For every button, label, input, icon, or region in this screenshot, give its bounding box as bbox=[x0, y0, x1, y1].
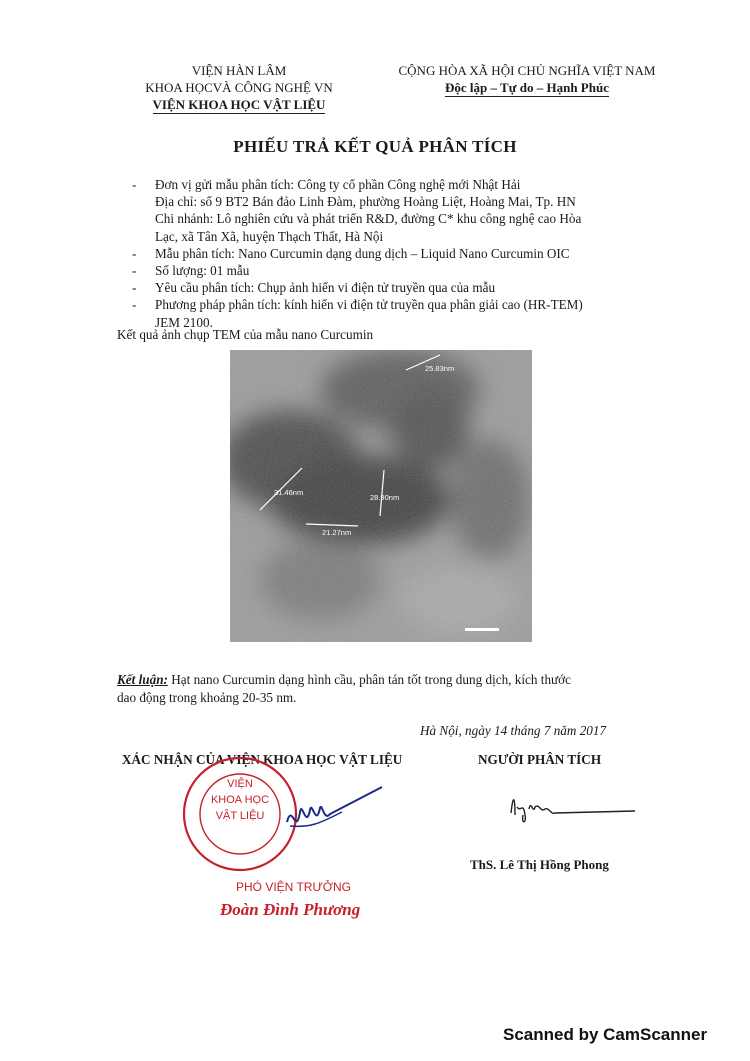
header-right-line1: CỘNG HÒA XÃ HỘI CHỦ NGHĨA VIỆT NAM bbox=[398, 63, 656, 78]
institute-header bbox=[120, 62, 358, 114]
conclusion-label: Kết luận: bbox=[117, 672, 168, 687]
info-request: - Yêu cầu phân tích: Chụp ảnh hiển vi điện tử truyền qua của mẫu bbox=[132, 280, 496, 296]
conclusion-text-2: dao động trong khoảng 20-35 nm. bbox=[117, 690, 297, 705]
tem-image bbox=[230, 350, 532, 642]
header-right-motto: Độc lập – Tự do – Hạnh Phúc bbox=[445, 80, 609, 95]
sample-info-list bbox=[132, 176, 652, 331]
analyst-signature bbox=[505, 785, 645, 830]
deputy-signature bbox=[282, 782, 402, 852]
info-address: Địa chỉ: số 9 BT2 Bán đảo Linh Đàm, phường Hoàng Liệt, Hoàng Mai, Tp. HN bbox=[155, 194, 576, 210]
tem-measure-label-3: 28.90nm bbox=[370, 493, 400, 502]
info-branch-1: Chi nhánh: Lô nghiên cứu và phát triển R&D, đường C* khu công nghệ cao Hòa bbox=[155, 211, 582, 227]
header-left-line3: VIỆN KHOA HỌC VẬT LIỆU bbox=[152, 97, 326, 112]
deputy-name: Đoàn Đình Phương bbox=[220, 900, 361, 919]
national-header bbox=[392, 62, 662, 97]
info-method-2: JEM 2100. bbox=[155, 314, 213, 330]
stamp-line1: VIỆN bbox=[227, 778, 253, 790]
conclusion-text-1: Hạt nano Curcumin dạng hình cầu, phân tán tốt trong dung dịch, kích thước bbox=[167, 672, 572, 687]
tem-measure-label-1: 25.83nm bbox=[425, 364, 455, 373]
stamp-line2: KHOA HỌC bbox=[210, 794, 270, 806]
issue-date: Hà Nội, ngày 14 tháng 7 năm 2017 bbox=[420, 723, 607, 738]
conclusion bbox=[117, 671, 637, 707]
header-left-line1: VIỆN HÀN LÂM bbox=[191, 63, 287, 78]
deputy-title: PHÓ VIỆN TRƯỞNG bbox=[236, 880, 351, 894]
analyst-name: ThS. Lê Thị Hồng Phong bbox=[470, 857, 609, 872]
info-sender: - Đơn vị gửi mẫu phân tích: Công ty cổ phần Công nghệ mới Nhật Hải bbox=[132, 177, 521, 192]
institute-confirmation-label: XÁC NHẬN CỦA VIỆN KHOA HỌC VẬT LIỆU bbox=[122, 752, 403, 767]
document-title: PHIẾU TRẢ KẾT QUẢ PHÂN TÍCH bbox=[233, 137, 517, 156]
info-quantity: - Số lượng: 01 mẫu bbox=[132, 263, 250, 279]
info-sample: - Mẫu phân tích: Nano Curcumin dạng dung dịch – Liquid Nano Curcumin OIC bbox=[132, 245, 570, 261]
header-left-line2: KHOA HỌCVÀ CÔNG NGHỆ VN bbox=[145, 80, 333, 95]
tem-measure-label-2: 31.46nm bbox=[274, 488, 304, 497]
info-method: - Phương pháp phân tích: kính hiển vi điện tử truyền qua phân giải cao (HR-TEM) bbox=[132, 297, 583, 313]
tem-caption: Kết quả ảnh chụp TEM của mẫu nano Curcumin bbox=[117, 327, 374, 342]
camscanner-watermark: Scanned by CamScanner bbox=[503, 1025, 708, 1044]
analyst-label: NGƯỜI PHÂN TÍCH bbox=[478, 752, 602, 767]
stamp-line3: VẬT LIỆU bbox=[215, 810, 265, 822]
info-branch-2: Lạc, xã Tân Xã, huyện Thạch Thất, Hà Nội bbox=[155, 228, 384, 244]
tem-measure-label-4: 21.27nm bbox=[322, 528, 352, 537]
